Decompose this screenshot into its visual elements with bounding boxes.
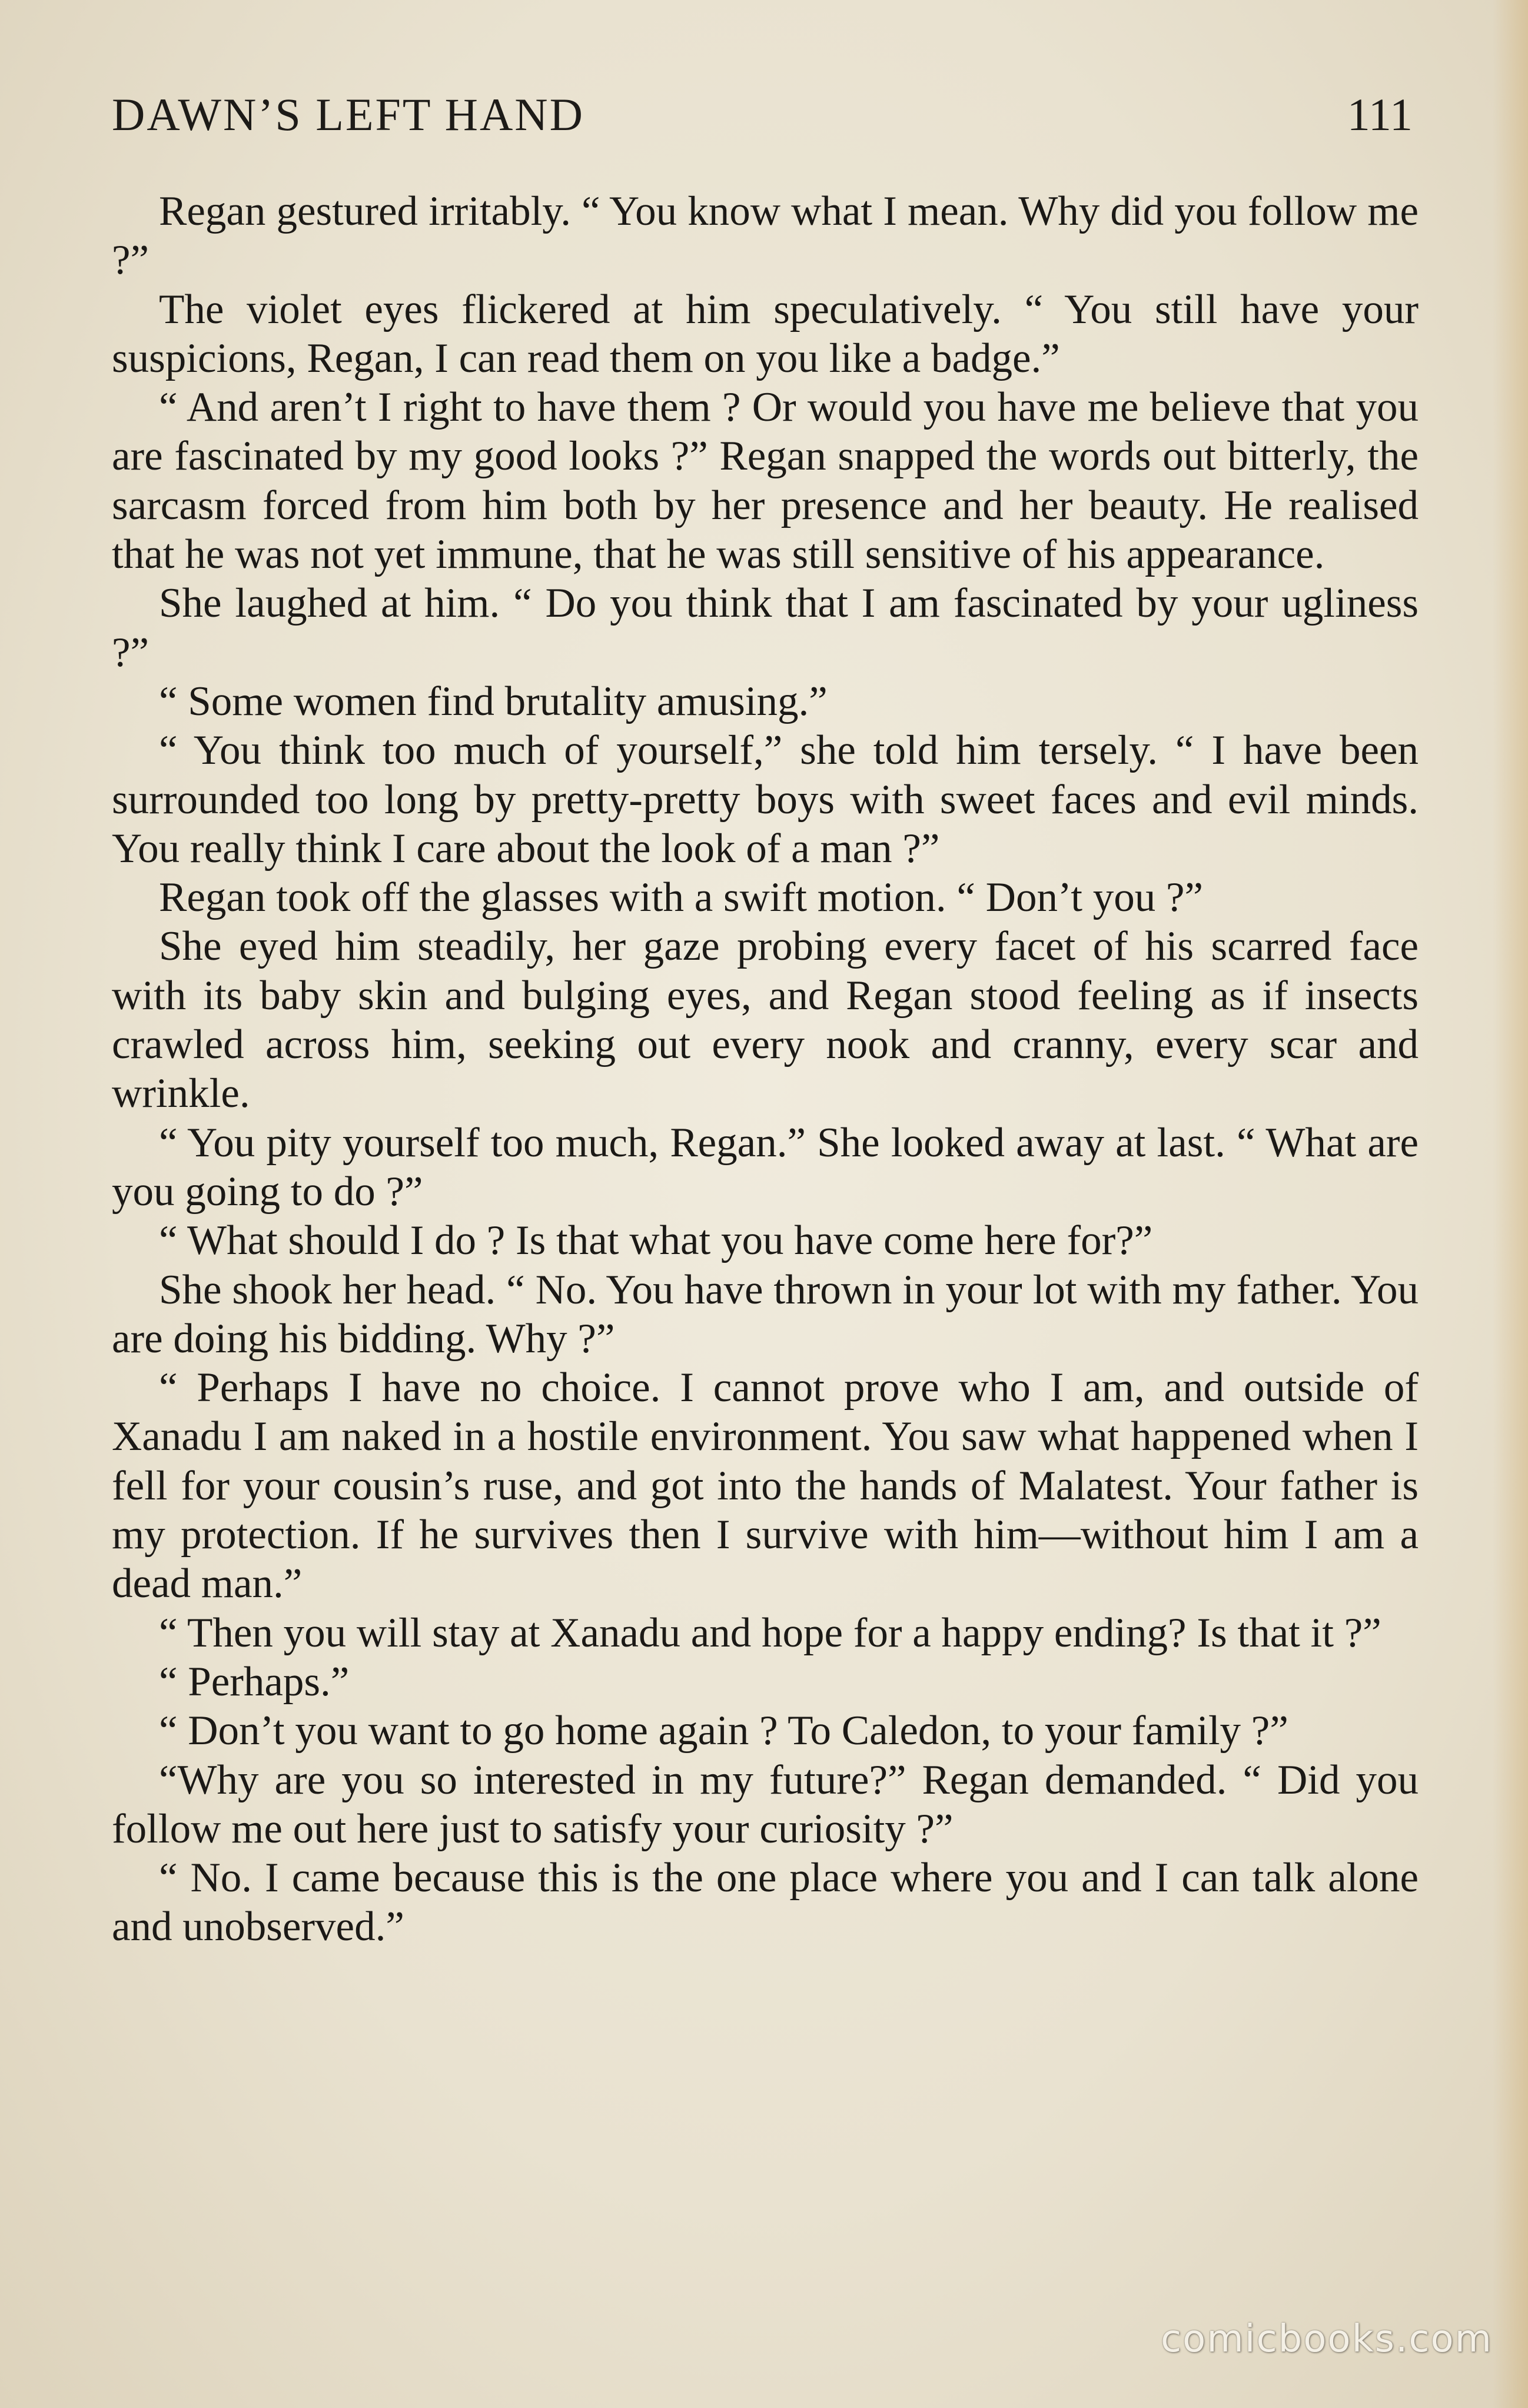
paragraph: “ Some women find brutality amusing.” <box>159 678 828 724</box>
watermark: comicbooks.com <box>1160 2317 1493 2361</box>
paragraph: “ And aren’t I right to have them ? Or would you have me believe that you are fascinated by my good looks ?” Regan snapped the words out bitterly, the sarcasm forced from him both by her presence and her beauty. He realised that he was not yet immune, that he was still sensitive of his appearance. <box>112 384 1419 578</box>
running-title: DAWN’S LEFT HAND <box>112 89 584 140</box>
page-edge-shading <box>1493 0 1528 2408</box>
paragraph: “ Then you will stay at Xanadu and hope for a happy ending? Is that it ?” <box>159 1609 1381 1656</box>
paragraph: “ Perhaps I have no choice. I cannot prove who I am, and outside of Xanadu I am naked in a hostile environment. You saw what happened when I fell for your cousin’s ruse, and got into the hands of Malatest. Your father is my protection. If he survives then I survive with him—without him I am a dead man.” <box>112 1365 1419 1607</box>
paragraph: “ What should I do ? Is that what you have come here for?” <box>159 1218 1153 1264</box>
page-header <box>112 88 1413 147</box>
paragraph: “ Perhaps.” <box>159 1658 350 1705</box>
paragraph: She laughed at him. “ Do you think that I am fascinated by your ugliness ?” <box>112 580 1419 676</box>
paragraph: “ You think too much of yourself,” she told him tersely. “ I have been surrounded too long by pretty-pretty boys with sweet faces and evil minds. You really think I care about the look of a man ?” <box>112 727 1419 872</box>
paragraph: “ Don’t you want to go home again ? To Caledon, to your family ?” <box>159 1708 1288 1754</box>
paragraph: “ No. I came because this is the one place where you and I can talk alone and unobserved.” <box>112 1855 1419 1950</box>
paragraph: She eyed him steadily, her gaze probing every facet of his scarred face with its baby skin and bulging eyes, and Regan stood feeling as if insects crawled across him, seeking out every nook and cranny, every scar and wrinkle. <box>112 923 1419 1117</box>
page-number: 111 <box>1347 89 1413 140</box>
paragraph: Regan gestured irritably. “ You know what I mean. Why did you follow me ?” <box>112 188 1419 284</box>
paragraph: She shook her head. “ No. You have thrown in your lot with my father. You are doing his bidding. Why ?” <box>112 1266 1419 1362</box>
paragraph: “Why are you so interested in my future?” Regan demanded. “ Did you follow me out here just to satisfy your curiosity ?” <box>112 1757 1419 1852</box>
body-text <box>112 187 1419 1952</box>
paragraph: “ You pity yourself too much, Regan.” She looked away at last. “ What are you going to do ?” <box>112 1119 1419 1215</box>
paragraph: The violet eyes flickered at him speculatively. “ You still have your suspicions, Regan, I can read them on you like a badge.” <box>112 286 1419 381</box>
paragraph: Regan took off the glasses with a swift motion. “ Don’t you ?” <box>159 874 1204 921</box>
